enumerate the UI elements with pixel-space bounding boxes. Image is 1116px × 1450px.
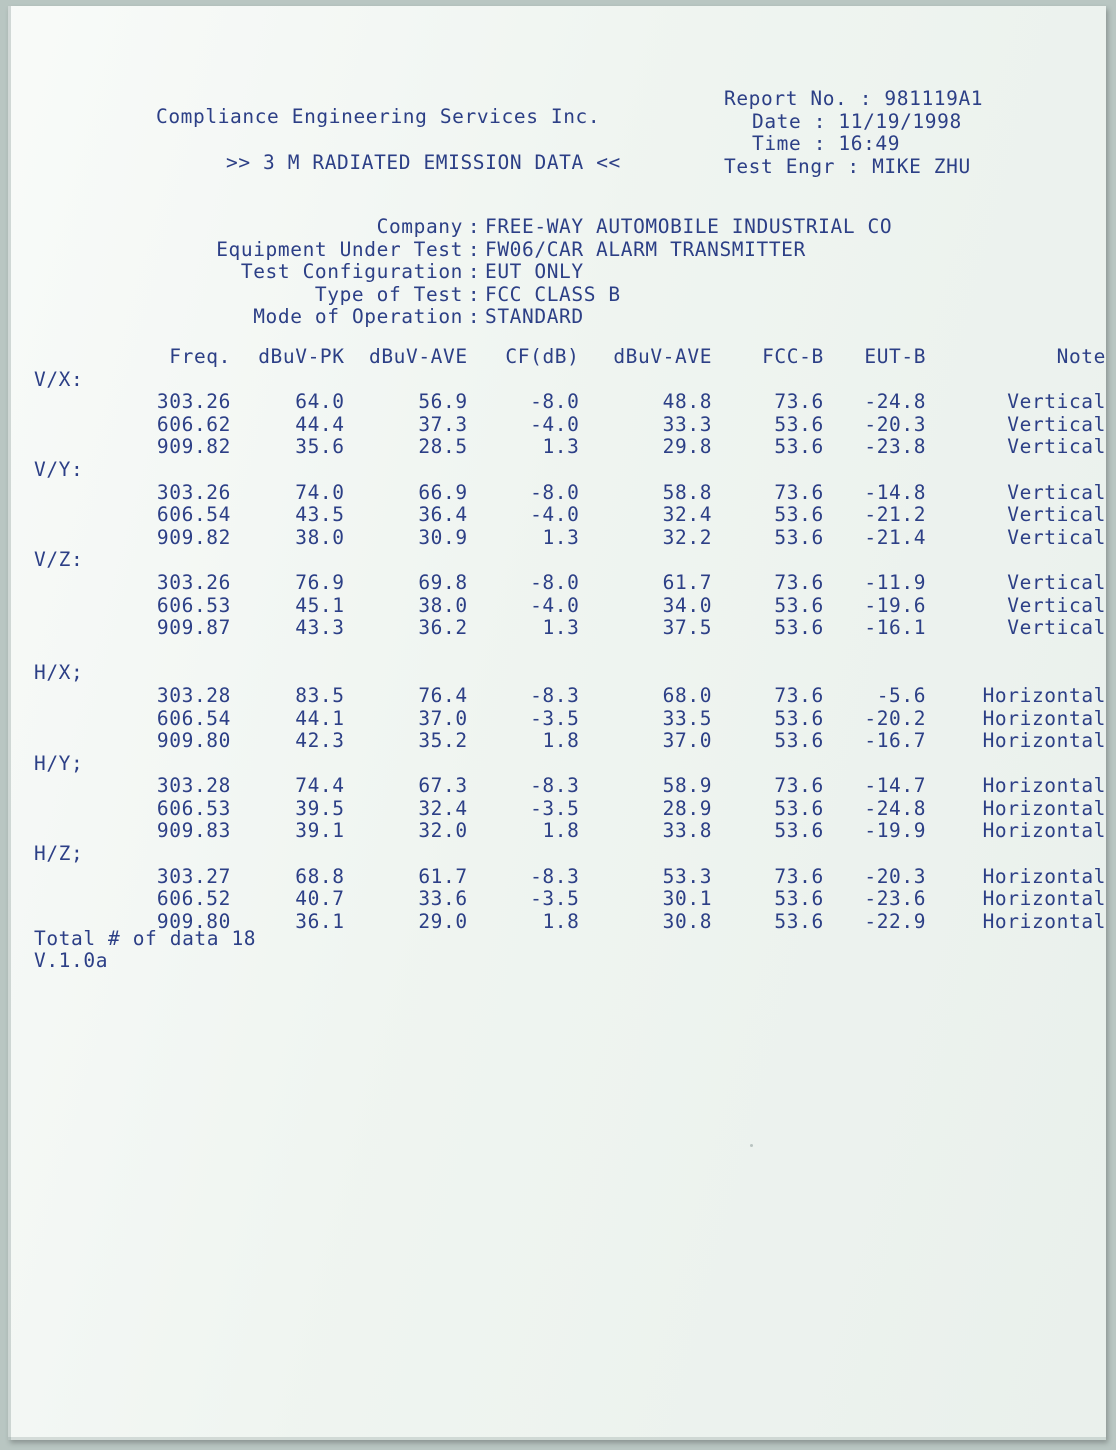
cell-pk: 38.0 <box>295 525 345 549</box>
cell-ave: 35.2 <box>418 729 468 753</box>
row-indent <box>8 708 97 731</box>
cell-cf: 1.3 <box>542 435 580 459</box>
table-row <box>8 595 1106 618</box>
table-row <box>8 685 1106 708</box>
cell-eut: -24.8 <box>864 390 927 414</box>
cell-eut: -20.3 <box>864 864 927 888</box>
column-header-note: Note <box>1056 345 1106 368</box>
table-row <box>8 527 1106 550</box>
cell-note: Vertical <box>1007 390 1106 414</box>
cell-ave-corrected: 48.8 <box>662 390 713 414</box>
cell-pk: 40.7 <box>295 887 345 911</box>
cell-eut: -21.2 <box>864 503 927 527</box>
cell-fcc: 73.6 <box>774 480 824 504</box>
metadata-value: STANDARD <box>485 305 584 329</box>
metadata-label: Test Configuration <box>240 260 463 284</box>
group-heading-row <box>8 459 1106 482</box>
cell-freq: 606.54 <box>156 706 231 730</box>
cell-cf: 1.8 <box>542 729 580 753</box>
table-row <box>8 866 1106 889</box>
row-indent <box>8 617 97 640</box>
group-heading-row <box>8 662 1106 685</box>
company-title: Compliance Engineering Services Inc. <box>156 105 601 128</box>
cell-pk: 42.3 <box>295 729 345 753</box>
cell-pk: 43.3 <box>295 616 345 640</box>
group-heading-row <box>8 843 1106 866</box>
cell-freq: 909.80 <box>156 909 231 933</box>
table-row <box>8 617 1106 640</box>
report-no-value: 981119A1 <box>884 87 984 110</box>
metadata-separator: : <box>467 237 481 261</box>
row-indent <box>8 775 97 798</box>
cell-fcc: 53.6 <box>774 887 824 911</box>
cell-freq: 606.53 <box>156 593 231 617</box>
cell-ave: 33.6 <box>418 887 468 911</box>
cell-freq: 909.83 <box>156 819 231 843</box>
date-label: Date : <box>752 109 839 133</box>
cell-fcc: 73.6 <box>774 774 824 798</box>
column-header-dbuv-ave-corrected: dBuV-AVE <box>613 345 713 368</box>
table-row <box>8 504 1106 527</box>
cell-pk: 39.5 <box>295 796 345 820</box>
metadata-block <box>8 216 1106 329</box>
row-indent <box>8 888 97 911</box>
cell-note: Vertical <box>1007 525 1106 549</box>
time-label: Time : <box>752 132 839 156</box>
cell-eut: -19.6 <box>864 593 927 617</box>
metadata-label: Equipment Under Test <box>216 237 463 261</box>
cell-cf: 1.3 <box>542 525 580 549</box>
row-indent <box>8 685 97 708</box>
cell-ave: 38.0 <box>418 593 468 617</box>
cell-ave: 29.0 <box>418 909 468 933</box>
cell-ave-corrected: 53.3 <box>662 864 713 888</box>
cell-fcc: 53.6 <box>774 593 824 617</box>
cell-note: Horizontal <box>982 729 1106 753</box>
report-time-row <box>724 133 983 156</box>
cell-ave: 37.3 <box>418 412 468 436</box>
cell-ave-corrected: 29.8 <box>662 435 713 459</box>
cell-cf: -8.3 <box>530 774 580 798</box>
metadata-label: Type of Test <box>314 282 463 306</box>
cell-cf: -8.3 <box>530 864 580 888</box>
cell-ave: 36.2 <box>418 616 468 640</box>
cell-note: Vertical <box>1007 480 1106 504</box>
cell-pk: 44.4 <box>295 412 345 436</box>
row-indent <box>8 527 97 550</box>
group-label-vz: V/Z: <box>34 548 84 572</box>
cell-fcc: 53.6 <box>774 503 824 527</box>
cell-freq: 606.52 <box>156 887 231 911</box>
cell-eut: -21.4 <box>864 525 927 549</box>
report-date-row <box>724 111 983 134</box>
row-indent <box>8 820 97 843</box>
table-header-row <box>8 346 1106 369</box>
cell-cf: 1.8 <box>542 819 580 843</box>
cell-ave: 67.3 <box>418 774 468 798</box>
report-header-block <box>724 88 983 178</box>
cell-pk: 74.4 <box>295 774 345 798</box>
cell-fcc: 53.6 <box>774 616 824 640</box>
table-row <box>8 888 1106 911</box>
row-indent <box>8 414 97 437</box>
row-indent <box>8 730 97 753</box>
cell-pk: 39.1 <box>295 819 345 843</box>
cell-freq: 909.80 <box>156 729 231 753</box>
cell-freq: 909.82 <box>156 435 231 459</box>
cell-ave: 56.9 <box>418 390 468 414</box>
table-row <box>8 436 1106 459</box>
cell-note: Vertical <box>1007 412 1106 436</box>
engineer-value: MIKE ZHU <box>872 154 971 178</box>
cell-eut: -16.1 <box>864 616 927 640</box>
metadata-separator: : <box>467 215 481 238</box>
cell-ave-corrected: 37.5 <box>662 616 713 640</box>
column-header-dbuv-ave: dBuV-AVE <box>368 345 468 368</box>
cell-fcc: 73.6 <box>774 390 824 414</box>
time-value: 16:49 <box>838 132 901 156</box>
metadata-label: Mode of Operation <box>253 305 463 329</box>
row-indent <box>8 504 97 527</box>
cell-fcc: 73.6 <box>774 570 824 594</box>
cell-ave-corrected: 33.5 <box>662 706 713 730</box>
cell-ave: 76.4 <box>418 683 468 707</box>
table-row <box>8 482 1106 505</box>
cell-note: Horizontal <box>982 864 1106 888</box>
row-indent <box>8 798 97 821</box>
cell-note: Horizontal <box>982 909 1106 933</box>
row-indent <box>8 866 97 889</box>
cell-freq: 303.28 <box>156 683 231 707</box>
cell-ave: 69.8 <box>418 570 468 594</box>
cell-note: Vertical <box>1007 593 1106 617</box>
cell-fcc: 53.6 <box>774 706 824 730</box>
cell-eut: -20.3 <box>864 412 927 436</box>
cell-fcc: 53.6 <box>774 909 824 933</box>
metadata-separator: : <box>467 305 481 329</box>
cell-cf: -4.0 <box>530 593 580 617</box>
cell-ave-corrected: 33.3 <box>662 412 713 436</box>
cell-pk: 83.5 <box>295 683 345 707</box>
cell-ave: 32.4 <box>418 796 468 820</box>
cell-pk: 35.6 <box>295 435 345 459</box>
cell-pk: 44.1 <box>295 706 345 730</box>
row-indent <box>8 572 97 595</box>
table-row <box>8 708 1106 731</box>
cell-cf: -3.5 <box>530 706 580 730</box>
cell-fcc: 53.6 <box>774 796 824 820</box>
cell-freq: 606.54 <box>156 503 231 527</box>
metadata-value: EUT ONLY <box>485 260 584 284</box>
cell-pk: 45.1 <box>295 593 345 617</box>
column-header-fcc-b: FCC-B <box>762 345 824 368</box>
cell-eut: -14.8 <box>864 480 927 504</box>
cell-note: Horizontal <box>982 683 1106 707</box>
cell-freq: 606.62 <box>156 412 231 436</box>
cell-ave-corrected: 33.8 <box>662 819 713 843</box>
table-row <box>8 820 1106 843</box>
cell-ave-corrected: 32.4 <box>662 503 713 527</box>
cell-fcc: 53.6 <box>774 412 824 436</box>
metadata-separator: : <box>467 260 481 284</box>
table-row <box>8 775 1106 798</box>
cell-freq: 303.28 <box>156 774 231 798</box>
test-engineer-row <box>724 156 983 179</box>
table-row <box>8 414 1106 437</box>
metadata-value: FW06/CAR ALARM TRANSMITTER <box>485 237 806 261</box>
cell-cf: -4.0 <box>530 503 580 527</box>
cell-freq: 303.26 <box>156 570 231 594</box>
cell-note: Horizontal <box>982 774 1106 798</box>
cell-fcc: 73.6 <box>774 864 824 888</box>
group-heading-row <box>8 369 1106 392</box>
table-row <box>8 572 1106 595</box>
cell-cf: -3.5 <box>530 796 580 820</box>
cell-freq: 606.53 <box>156 796 231 820</box>
cell-cf: -4.0 <box>530 412 580 436</box>
column-header-freq: Freq. <box>169 345 231 368</box>
cell-ave: 30.9 <box>418 525 468 549</box>
cell-ave: 61.7 <box>418 864 468 888</box>
cell-ave: 66.9 <box>418 480 468 504</box>
cell-cf: 1.3 <box>542 616 580 640</box>
cell-ave: 37.0 <box>418 706 468 730</box>
document-page <box>8 6 1106 1440</box>
cell-fcc: 53.6 <box>774 435 824 459</box>
cell-fcc: 53.6 <box>774 819 824 843</box>
metadata-label: Company <box>376 215 463 238</box>
row-indent <box>8 436 97 459</box>
cell-ave-corrected: 68.0 <box>662 683 713 707</box>
cell-cf: 1.8 <box>542 909 580 933</box>
cell-fcc: 73.6 <box>774 683 824 707</box>
cell-eut: -23.8 <box>864 435 927 459</box>
cell-note: Vertical <box>1007 435 1106 459</box>
group-label-hx: H/X; <box>34 661 84 685</box>
cell-freq: 909.87 <box>156 616 231 640</box>
cell-freq: 303.27 <box>156 864 231 888</box>
metadata-row <box>8 261 1106 284</box>
row-indent <box>8 595 97 618</box>
cell-freq: 909.82 <box>156 525 231 549</box>
group-heading-row <box>8 549 1106 572</box>
report-no-row <box>724 88 983 111</box>
column-header-dbuv-pk: dBuV-PK <box>258 345 345 368</box>
cell-ave-corrected: 61.7 <box>662 570 713 594</box>
cell-eut: -11.9 <box>864 570 927 594</box>
cell-eut: -22.9 <box>864 909 927 933</box>
cell-cf: -8.0 <box>530 390 580 414</box>
total-data-count: Total # of data 18 <box>34 927 257 950</box>
cell-ave-corrected: 58.8 <box>662 480 713 504</box>
group-heading-row <box>8 753 1106 776</box>
cell-ave-corrected: 28.9 <box>662 796 713 820</box>
cell-eut: -23.6 <box>864 887 927 911</box>
cell-ave-corrected: 32.2 <box>662 525 713 549</box>
cell-note: Horizontal <box>982 706 1106 730</box>
cell-ave-corrected: 37.0 <box>662 729 713 753</box>
column-header-eut-b: EUT-B <box>864 345 927 368</box>
cell-note: Horizontal <box>982 819 1106 843</box>
document-content <box>8 6 1106 1440</box>
row-indent <box>8 482 97 505</box>
emission-data-table <box>8 346 1106 933</box>
group-spacer <box>8 640 1106 663</box>
cell-eut: -5.6 <box>876 683 927 707</box>
cell-cf: -8.0 <box>530 570 580 594</box>
cell-ave: 32.0 <box>418 819 468 843</box>
group-label-vx: V/X: <box>34 367 84 391</box>
row-indent <box>8 391 97 414</box>
cell-ave: 36.4 <box>418 503 468 527</box>
cell-note: Horizontal <box>982 796 1106 820</box>
version-label: V.1.0a <box>34 949 109 972</box>
section-title: >> 3 M RADIATED EMISSION DATA << <box>226 151 621 174</box>
cell-pk: 76.9 <box>295 570 345 594</box>
cell-note: Horizontal <box>982 887 1106 911</box>
table-row <box>8 730 1106 753</box>
cell-fcc: 53.6 <box>774 729 824 753</box>
table-row <box>8 391 1106 414</box>
cell-ave-corrected: 30.1 <box>662 887 713 911</box>
cell-note: Vertical <box>1007 503 1106 527</box>
cell-cf: -3.5 <box>530 887 580 911</box>
group-label-hy: H/Y; <box>34 751 84 775</box>
cell-ave-corrected: 34.0 <box>662 593 713 617</box>
metadata-value: FCC CLASS B <box>485 282 621 306</box>
cell-pk: 43.5 <box>295 503 345 527</box>
cell-eut: -24.8 <box>864 796 927 820</box>
cell-eut: -19.9 <box>864 819 927 843</box>
metadata-separator: : <box>467 282 481 306</box>
metadata-row <box>8 284 1106 307</box>
cell-pk: 74.0 <box>295 480 345 504</box>
cell-eut: -16.7 <box>864 729 927 753</box>
cell-freq: 303.26 <box>156 480 231 504</box>
group-label-vy: V/Y: <box>34 457 84 481</box>
cell-note: Vertical <box>1007 616 1106 640</box>
cell-cf: -8.0 <box>530 480 580 504</box>
cell-freq: 303.26 <box>156 390 231 414</box>
cell-eut: -14.7 <box>864 774 927 798</box>
group-label-hz: H/Z; <box>34 842 84 866</box>
metadata-value: FREE-WAY AUTOMOBILE INDUSTRIAL CO <box>485 215 893 238</box>
column-header-cf: CF(dB) <box>505 345 580 368</box>
cell-pk: 68.8 <box>295 864 345 888</box>
date-value: 11/19/1998 <box>838 109 962 133</box>
cell-cf: -8.3 <box>530 683 580 707</box>
cell-pk: 64.0 <box>295 390 345 414</box>
metadata-row <box>8 216 1106 239</box>
cell-fcc: 53.6 <box>774 525 824 549</box>
metadata-row <box>8 306 1106 329</box>
cell-note: Vertical <box>1007 570 1106 594</box>
engineer-label: Test Engr : <box>724 154 873 178</box>
cell-ave: 28.5 <box>418 435 468 459</box>
cell-pk: 36.1 <box>295 909 345 933</box>
report-no-label: Report No. : <box>724 87 885 110</box>
cell-ave-corrected: 30.8 <box>662 909 713 933</box>
metadata-row <box>8 239 1106 262</box>
cell-ave-corrected: 58.9 <box>662 774 713 798</box>
table-row <box>8 798 1106 821</box>
cell-eut: -20.2 <box>864 706 927 730</box>
header-group-spacer <box>8 346 97 369</box>
